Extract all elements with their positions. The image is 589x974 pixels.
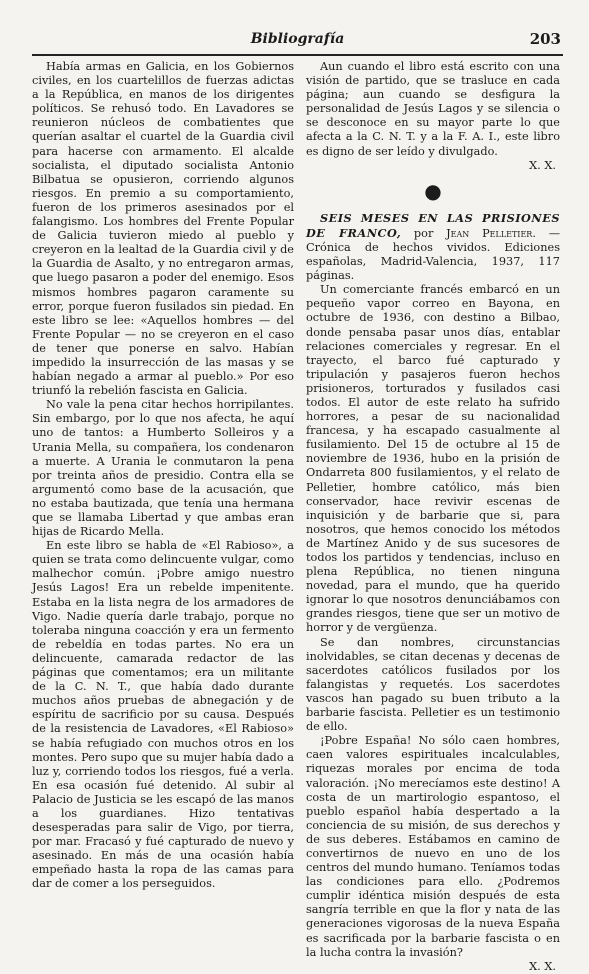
- section-title: Bibliografía: [250, 31, 345, 47]
- signature: X. X.: [529, 959, 556, 973]
- paragraph: No vale la pena citar hechos horripilantes. Sin embargo, por lo que nos afecta, he aquí uno de tantos: a Humberto Solleiros y a Urania Mella, su compañera, los condenaron a muerte. A Urania le conmutaron la pena por treinta años de presidio. Contra ella se argumentó como base de la acusación, que no estaba bautizada, que tenía una hermana que se llamaba Libertad y que ambas eran hijas de Ricardo Mella.: [32, 398, 294, 539]
- separator-bullet: ●: [424, 178, 442, 203]
- paragraph: Se dan nombres, circunstancias inolvidables, se citan decenas y decenas de sacerdotes católicos fusilados por los falangistas y requetés. Los sacerdotes vascos han pagado su buen tributo a la barbarie fascista. Pelletier es un testimonio de ello.: [306, 635, 560, 734]
- paragraph: En este libro se habla de «El Rabioso», a quien se trata como delincuente vulgar, como malhechor común. ¡Pobre amigo nuestro Jesús Lagos! Era un rebelde impenitente. Estaba en la lista negra de los armadores de Vigo. Nadie quería darle trabajo, porque no toleraba ninguna coacción y era un fermento de rebeldía en todas partes. No era un delincuente, camarada redactor de las páginas que comentamos; era un militante de la C. N. T., que había dado durante muchos años pruebas de abnegación y de espíritu de sacrificio por su causa. Después de la resistencia de Lavadores, «El Rabioso» se había refugiado con muchos otros en los montes. Pero supo que su mujer había dado a luz y, corriendo todos los riesgos, fué a verla. En esa ocasión fué detenido. Al subir al Palacio de Justicia se les escapó de las manos a los guardianes. Hizo tentativas desesperadas para salir de Vigo, por tierra, por mar. Fracasó y fué capturado de nuevo y asesinado. En más de una ocasión había empeñado hasta la ropa de las camas para dar de comer a los perseguidos.: [32, 539, 294, 891]
- paragraph: Aun cuando el libro está escrito con una visión de partido, que se trasluce en cada página; aun cuando se desfigura la personalidad de Jesús Lagos y se silencia o se desconoce en su mayor parte lo que afecta a la C. N. T. y a la F. A. I., este libro es digno de ser leído y divulgado.: [306, 60, 560, 158]
- right-column: [306, 60, 560, 974]
- page-header: [32, 30, 563, 52]
- paragraph: Un comerciante francés embarcó en un pequeño vapor correo en Bayona, en octubre de 1936, con destino a Bilbao, donde pensaba pasar unos días, entablar relaciones comerciales y regresar. En el trayecto, el barco fué capturado y tripulación y pasajeros fueron hechos prisioneros, torturados y fusilados casi todos. El autor de este relato ha sufrido horrores, a pesar de su nacionalidad francesa, y ha escapado casualmente al fusilamiento. Del 15 de octubre al 15 de noviembre de 1936, hubo en la prisión de Ondarreta 800 fusilamientos, y el relato de Pelletier, hombre católico, más bien conservador, hace revivir escenas de inquisición y de barbarie que si, para nosotros, que hemos conocido los métodos de Martínez Anido y de sus sucesores de todos los partidos y tendencias, incluso en plena República, no tienen ninguna novedad, para el mundo, que ha querido ignorar lo que nosotros denunciábamos con grandes riesgos, tiene que ser un motivo de horror y de vergüenza.: [306, 283, 560, 635]
- book-reference: [306, 211, 560, 283]
- book-details: — Crónica de hechos vividos. Ediciones españolas, Madrid-Valencia, 1937, 117 páginas.: [306, 226, 560, 283]
- left-column: [32, 60, 294, 892]
- signature: X. X.: [529, 158, 556, 172]
- header-rule: [32, 54, 563, 56]
- paragraph: Había armas en Galicia, en los Gobiernos civiles, en los cuartelillos de fuerzas adictas a la República, en manos de los dirigentes políticos. Se rehusó todo. En Lavadores se reunieron núcleos de combatientes que querían asaltar el cuartel de la Guardia civil para hacerse con armamento. El alcalde socialista, el diputado socialista Antonio Bilbatua se opusieron, corriendo algunos riesgos. En premio a su comportamiento, fueron de los primeros asesinados por el falangismo. Los hombres del Frente Popular de Galicia tuvieron miedo al pueblo y creyeron en la lealtad de la Guardia civil y de la Guardia de Asalto, y no entregaron armas, que luego pasaron a poder del enemigo. Esos mismos hombres pagaron caramente su error, porque fueron fusilados sin piedad. En este libro se lee: «Aquellos hombres — del Frente Popular — no se creyeron en el caso de tener que ponerse en salvo. Habían impedido la insurrección de las masas y se habían negado a armar al pueblo.» Por eso triunfó la rebelión fascista en Galicia.: [32, 60, 294, 398]
- book-title: SEIS MESES EN LAS PRISIONES DE FRANCO,: [306, 210, 560, 240]
- book-by: por: [413, 226, 434, 240]
- book-author: Jean Pelletier.: [446, 226, 536, 240]
- page-number: 203: [529, 30, 561, 48]
- paragraph: ¡Pobre España! No sólo caen hombres, caen valores espirituales incalculables, riquezas morales por encima de toda valoración. ¡No merecíamos este destino! A costa de un martirologio espantoso, el pueblo español había despertado a la conciencia de su misión, de sus derechos y de sus deberes. Estábamos en camino de convertirnos de nuevo en uno de los centros del mundo humano. Teníamos todas las condiciones para ello. ¿Podremos cumplir idéntica misión después de esta sangría terrible en que la flor y nata de las generaciones vigorosas de la nueva España es sacrificada por la barbarie fascista o en la lucha contra la invasión?: [306, 734, 560, 959]
